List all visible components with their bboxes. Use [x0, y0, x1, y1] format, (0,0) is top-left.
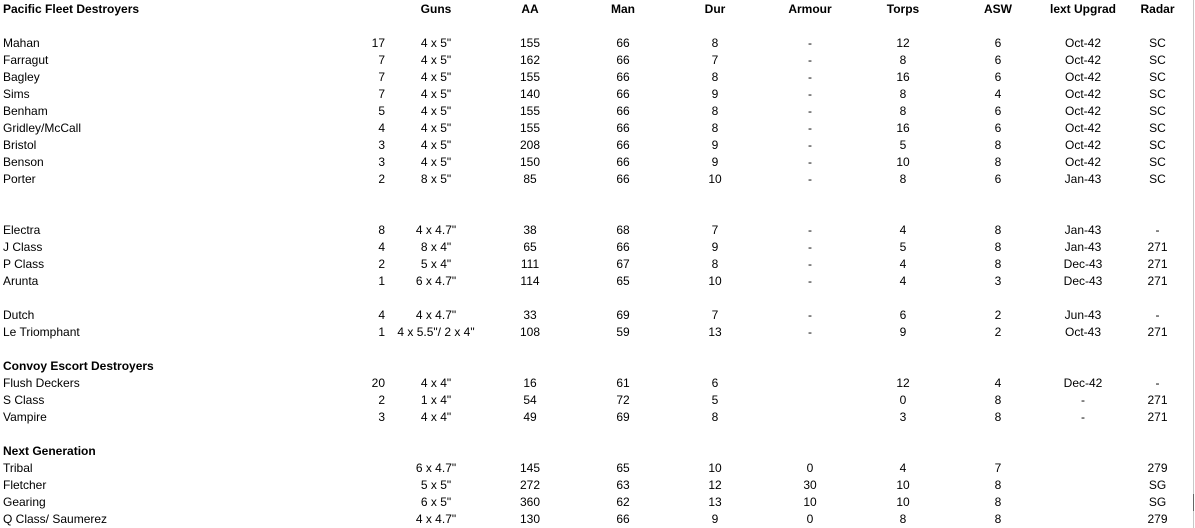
ship-dur: 10: [708, 274, 722, 288]
ship-name: Flush Deckers: [3, 376, 80, 390]
ship-man: 66: [616, 155, 630, 169]
ship-count: 5: [378, 104, 385, 118]
ship-aa: 162: [519, 53, 541, 67]
ship-torps: 5: [899, 138, 907, 152]
ship-asw: 7: [994, 461, 1002, 475]
ship-armour: -: [808, 87, 812, 101]
ship-upgrade: Jan-43: [1064, 240, 1102, 254]
ship-upgrade: Oct-42: [1064, 53, 1101, 67]
ship-radar: SC: [1149, 138, 1166, 152]
ship-count: 4: [378, 121, 385, 135]
ship-asw: 4: [994, 87, 1002, 101]
ship-asw: 8: [994, 393, 1002, 407]
ship-armour: -: [808, 240, 812, 254]
table-row: [0, 69, 1180, 86]
ship-aa: 155: [519, 36, 541, 50]
ship-guns: 4 x 4.7": [415, 512, 457, 526]
ship-torps: 4: [899, 461, 907, 475]
ship-armour: -: [808, 308, 812, 322]
ship-aa: 85: [523, 172, 537, 186]
ship-aa: 208: [519, 138, 541, 152]
ship-radar: 271: [1147, 410, 1168, 424]
ship-torps: 8: [899, 104, 907, 118]
ship-dur: 9: [711, 512, 719, 526]
table-row: [0, 137, 1180, 154]
ship-guns: 8 x 5": [420, 172, 452, 186]
ship-name: Dutch: [3, 308, 35, 322]
ship-count: 17: [371, 36, 385, 50]
ship-count: 1: [378, 274, 385, 288]
ship-armour: -: [808, 70, 812, 84]
ship-radar: 279: [1147, 461, 1168, 475]
ship-man: 66: [616, 36, 630, 50]
ship-upgrade: Oct-42: [1064, 70, 1101, 84]
ship-dur: 7: [711, 308, 719, 322]
header-torps: Torps: [886, 2, 920, 16]
ship-man: 66: [616, 104, 630, 118]
table-row: [0, 477, 1180, 494]
ship-aa: 33: [523, 308, 537, 322]
ship-aa: 54: [523, 393, 537, 407]
ship-man: 66: [616, 121, 630, 135]
ship-guns: 6 x 4.7": [415, 274, 457, 288]
ship-aa: 38: [523, 223, 537, 237]
header-upgrade: lext Upgrad: [1049, 2, 1116, 16]
header-row: [0, 1, 1180, 18]
ship-upgrade: Dec-43: [1063, 257, 1103, 271]
ship-aa: 155: [519, 70, 541, 84]
table-row: [0, 273, 1180, 290]
ship-torps: 4: [899, 223, 907, 237]
ship-asw: 6: [994, 53, 1002, 67]
ship-dur: 10: [708, 172, 722, 186]
ship-count: 3: [378, 138, 385, 152]
ship-guns: 4 x 4.7": [415, 308, 457, 322]
header-aa: AA: [521, 2, 539, 16]
ship-torps: 10: [896, 495, 910, 509]
table-row: [0, 52, 1180, 69]
ship-count: 20: [371, 376, 385, 390]
ship-torps: 4: [899, 257, 907, 271]
ship-dur: 10: [708, 461, 722, 475]
ship-guns: 5 x 4": [420, 257, 452, 271]
ship-dur: 9: [711, 138, 719, 152]
ship-guns: 4 x 5": [420, 87, 452, 101]
ship-radar: SC: [1149, 155, 1166, 169]
ship-upgrade: Dec-42: [1063, 376, 1103, 390]
ship-guns: 8 x 4": [420, 240, 452, 254]
ship-aa: 155: [519, 104, 541, 118]
ship-asw: 8: [994, 410, 1002, 424]
ship-upgrade: Oct-42: [1064, 155, 1101, 169]
ship-name: Le Triomphant: [3, 325, 80, 339]
header-man: Man: [611, 2, 635, 16]
table-row: [0, 154, 1180, 171]
ship-aa: 155: [519, 121, 541, 135]
header-asw: ASW: [984, 2, 1012, 16]
ship-man: 66: [616, 512, 630, 526]
ship-armour: [775, 375, 845, 392]
ship-armour: 0: [806, 461, 814, 475]
section-title-row: [0, 358, 1180, 375]
ship-asw: 8: [994, 138, 1002, 152]
ship-asw: 6: [994, 70, 1002, 84]
ship-guns: 4 x 5": [420, 155, 452, 169]
ship-dur: 7: [711, 53, 719, 67]
ship-guns: 6 x 5": [420, 495, 452, 509]
grid-edge: [1193, 0, 1194, 528]
nextgen-section-title: Next Generation: [3, 444, 96, 458]
ship-asw: 8: [994, 495, 1002, 509]
ship-guns: 4 x 5": [420, 36, 452, 50]
ship-man: 61: [616, 376, 630, 390]
ship-count: 4: [378, 308, 385, 322]
ship-aa: 111: [520, 257, 540, 271]
ship-armour: 10: [803, 495, 817, 509]
ship-torps: 10: [896, 155, 910, 169]
ship-aa: 65: [523, 240, 537, 254]
table-row: [0, 222, 1180, 239]
ship-aa: 49: [523, 410, 537, 424]
ship-torps: 3: [899, 410, 907, 424]
ship-radar: 279: [1147, 512, 1168, 526]
ship-upgrade: Jan-43: [1064, 172, 1102, 186]
ship-name: J Class: [3, 240, 43, 254]
grid-edge-marker: [1193, 494, 1194, 511]
ship-name: Vampire: [3, 410, 47, 424]
ship-asw: 2: [994, 308, 1002, 322]
ship-asw: 4: [994, 376, 1002, 390]
ship-count: 7: [378, 70, 385, 84]
ship-upgrade: [1040, 494, 1126, 511]
ship-count: [330, 460, 385, 477]
ship-asw: 8: [994, 512, 1002, 526]
ship-armour: -: [808, 36, 812, 50]
ship-count: [330, 477, 385, 494]
table-row: [0, 120, 1180, 137]
ship-dur: 12: [708, 478, 722, 492]
ship-man: 66: [616, 53, 630, 67]
table-row: [0, 171, 1180, 188]
ship-man: 66: [616, 87, 630, 101]
ship-upgrade: Oct-42: [1064, 104, 1101, 118]
ship-dur: 5: [711, 393, 719, 407]
ship-man: 59: [616, 325, 630, 339]
ship-name: Porter: [3, 172, 36, 186]
ship-radar: 271: [1147, 274, 1168, 288]
ship-upgrade: [1040, 477, 1126, 494]
ship-aa: 130: [519, 512, 541, 526]
ship-armour: -: [808, 325, 812, 339]
ship-aa: 145: [519, 461, 541, 475]
ship-asw: 3: [994, 274, 1002, 288]
ship-count: 4: [378, 240, 385, 254]
ship-armour: -: [808, 257, 812, 271]
ship-name: Bristol: [3, 138, 37, 152]
ship-aa: 114: [520, 274, 540, 288]
ship-torps: 8: [899, 53, 907, 67]
table-row: [0, 375, 1180, 392]
ship-dur: 8: [711, 70, 719, 84]
ship-dur: 6: [711, 376, 719, 390]
ship-man: 66: [616, 240, 630, 254]
ship-dur: 9: [711, 87, 719, 101]
ship-guns: 6 x 4.7": [415, 461, 457, 475]
ship-armour: [775, 409, 845, 426]
ship-name: Electra: [3, 223, 41, 237]
ship-aa: 272: [519, 478, 541, 492]
table-row: [0, 460, 1180, 477]
table-title: Pacific Fleet Destroyers: [3, 2, 140, 16]
ship-name: Benham: [3, 104, 48, 118]
ship-armour: -: [808, 274, 812, 288]
ship-radar: 271: [1147, 257, 1168, 271]
ship-upgrade: Dec-43: [1063, 274, 1103, 288]
ship-torps: 10: [896, 478, 910, 492]
ship-radar: 271: [1147, 325, 1168, 339]
ship-torps: 8: [899, 87, 907, 101]
ship-guns: 4 x 5": [420, 121, 452, 135]
table-row: [0, 256, 1180, 273]
ship-upgrade: Oct-42: [1064, 138, 1101, 152]
ship-torps: 12: [896, 36, 910, 50]
ship-upgrade: Jan-43: [1064, 223, 1102, 237]
table-row: [0, 324, 1180, 341]
ship-armour: -: [808, 155, 812, 169]
ship-guns: 4 x 5": [420, 53, 452, 67]
ship-torps: 0: [899, 393, 907, 407]
ship-asw: 6: [994, 36, 1002, 50]
ship-asw: 8: [994, 257, 1002, 271]
ship-torps: 4: [899, 274, 907, 288]
ship-radar: SG: [1148, 495, 1167, 509]
ship-guns: 1 x 4": [420, 393, 452, 407]
table-row: [0, 307, 1180, 324]
ship-torps: 16: [896, 121, 910, 135]
ship-name: Arunta: [3, 274, 39, 288]
ship-radar: -: [1155, 308, 1160, 322]
ship-radar: SC: [1149, 53, 1166, 67]
ship-aa: 16: [523, 376, 537, 390]
ship-asw: 8: [994, 240, 1002, 254]
ship-man: 67: [616, 257, 630, 271]
ship-asw: 8: [994, 223, 1002, 237]
ship-man: 66: [616, 138, 630, 152]
ship-radar: SC: [1149, 172, 1166, 186]
ship-count: 2: [378, 257, 385, 271]
ship-upgrade: Oct-43: [1064, 325, 1101, 339]
ship-guns: 5 x 5": [420, 478, 452, 492]
ship-torps: 12: [896, 376, 910, 390]
ship-name: Farragut: [3, 53, 49, 67]
table-row: [0, 35, 1180, 52]
ship-name: Fletcher: [3, 478, 47, 492]
ship-name: P Class: [3, 257, 45, 271]
ship-man: 66: [616, 70, 630, 84]
ship-name: Q Class/ Saumerez: [3, 512, 108, 526]
table-row: [0, 103, 1180, 120]
ship-upgrade: Oct-42: [1064, 87, 1101, 101]
ship-torps: 8: [899, 512, 907, 526]
ship-torps: 8: [899, 172, 907, 186]
ship-armour: -: [808, 121, 812, 135]
ship-radar: SC: [1149, 87, 1166, 101]
ship-radar: -: [1155, 376, 1160, 390]
ship-upgrade: -: [1081, 410, 1085, 424]
ship-guns: 4 x 5": [420, 138, 452, 152]
ship-aa: 360: [519, 495, 541, 509]
ship-count: 3: [378, 410, 385, 424]
ship-dur: 9: [711, 240, 719, 254]
ship-count: 8: [378, 223, 385, 237]
ship-guns: 4 x 4": [420, 376, 452, 390]
ship-armour: -: [808, 53, 812, 67]
ship-man: 62: [616, 495, 630, 509]
ship-upgrade: -: [1081, 393, 1085, 407]
ship-radar: SC: [1149, 121, 1166, 135]
ship-guns: 4 x 4": [420, 410, 452, 424]
ship-count: 3: [378, 155, 385, 169]
ship-torps: 5: [899, 240, 907, 254]
ship-armour: -: [808, 138, 812, 152]
ship-guns: 4 x 5.5"/ 2 x 4": [397, 325, 475, 339]
ship-armour: -: [808, 172, 812, 186]
ship-count: [330, 511, 385, 528]
ship-aa: 150: [519, 155, 541, 169]
ship-count: 1: [378, 325, 385, 339]
ship-torps: 6: [899, 308, 907, 322]
ship-count: 2: [378, 393, 385, 407]
ship-dur: 9: [711, 155, 719, 169]
ship-upgrade: Oct-42: [1064, 121, 1101, 135]
ship-dur: 8: [711, 36, 719, 50]
ship-man: 69: [616, 308, 630, 322]
ship-name: Benson: [3, 155, 44, 169]
ship-name: Gearing: [3, 495, 46, 509]
ship-armour: -: [808, 104, 812, 118]
ship-radar: SC: [1149, 104, 1166, 118]
ship-count: [330, 494, 385, 511]
convoy-section-title: Convoy Escort Destroyers: [3, 359, 154, 373]
ship-count: 7: [378, 87, 385, 101]
ship-armour: [775, 392, 845, 409]
ship-asw: 8: [994, 155, 1002, 169]
ship-torps: 16: [896, 70, 910, 84]
ship-asw: 6: [994, 121, 1002, 135]
ship-asw: 2: [994, 325, 1002, 339]
ship-radar: SG: [1148, 478, 1167, 492]
ship-dur: 13: [708, 325, 722, 339]
ship-dur: 8: [711, 410, 719, 424]
ship-armour: 30: [803, 478, 817, 492]
table-row: [0, 511, 1180, 528]
ship-guns: 4 x 4.7": [415, 223, 457, 237]
ship-man: 66: [616, 172, 630, 186]
ship-dur: 8: [711, 104, 719, 118]
ship-man: 69: [616, 410, 630, 424]
ship-asw: 8: [994, 478, 1002, 492]
ship-dur: 13: [708, 495, 722, 509]
ship-dur: 7: [711, 223, 719, 237]
ship-radar: 271: [1147, 393, 1168, 407]
table-row: [0, 494, 1180, 511]
ship-count: 7: [378, 53, 385, 67]
ship-guns: 4 x 5": [420, 104, 452, 118]
ship-man: 63: [616, 478, 630, 492]
ship-upgrade: Jun-43: [1064, 308, 1102, 322]
ship-man: 65: [616, 274, 630, 288]
section-title-row: [0, 443, 1180, 460]
ship-name: Sims: [3, 87, 30, 101]
ship-name: Tribal: [3, 461, 33, 475]
header-armour: Armour: [788, 2, 832, 16]
ship-radar: SC: [1149, 70, 1166, 84]
header-radar: Radar: [1140, 2, 1175, 16]
header-guns: Guns: [420, 2, 452, 16]
ship-guns: 4 x 5": [420, 70, 452, 84]
header-dur: Dur: [704, 2, 726, 16]
ship-name: Gridley/McCall: [3, 121, 82, 135]
ship-name: Mahan: [3, 36, 40, 50]
ship-man: 65: [616, 461, 630, 475]
ship-radar: -: [1155, 223, 1160, 237]
table-row: [0, 239, 1180, 256]
ship-radar: 271: [1147, 240, 1168, 254]
ship-dur: 8: [711, 121, 719, 135]
ship-upgrade: Oct-42: [1064, 36, 1101, 50]
ship-name: S Class: [3, 393, 45, 407]
ship-upgrade: [1040, 511, 1126, 528]
ship-armour: 0: [806, 512, 814, 526]
ship-aa: 140: [519, 87, 541, 101]
table-row: [0, 392, 1180, 409]
ship-man: 72: [616, 393, 630, 407]
ship-armour: -: [808, 223, 812, 237]
ship-dur: 8: [711, 257, 719, 271]
ship-name: Bagley: [3, 70, 40, 84]
ship-count: 2: [378, 172, 385, 186]
ship-asw: 6: [994, 104, 1002, 118]
ship-upgrade: [1040, 460, 1126, 477]
ship-torps: 9: [899, 325, 907, 339]
ship-man: 68: [616, 223, 630, 237]
ship-aa: 108: [519, 325, 541, 339]
ship-radar: SC: [1149, 36, 1166, 50]
table-row: [0, 86, 1180, 103]
table-row: [0, 409, 1180, 426]
ship-asw: 6: [994, 172, 1002, 186]
